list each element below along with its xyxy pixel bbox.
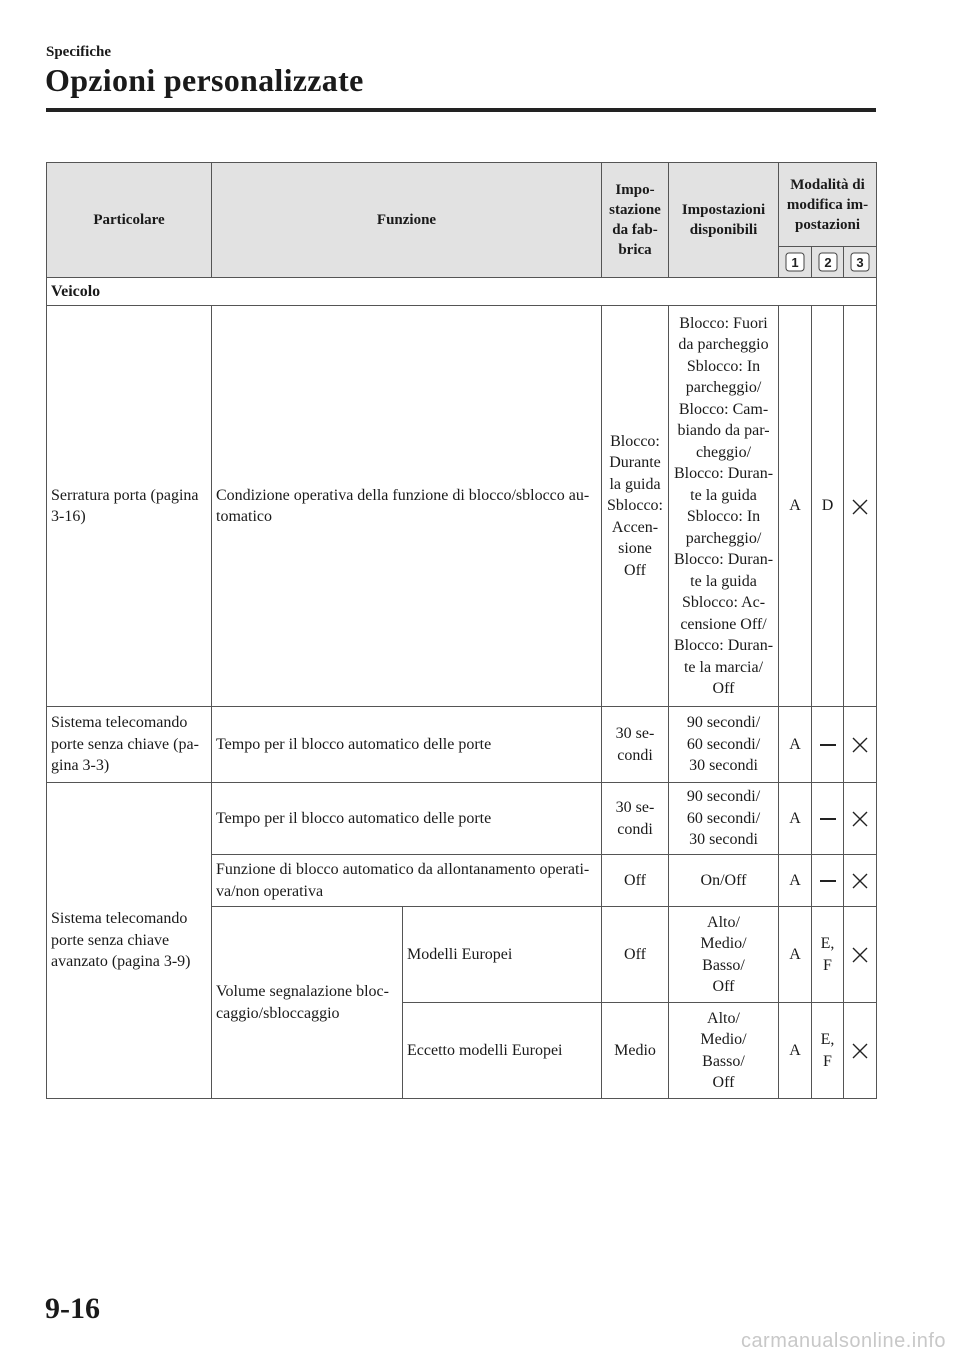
cell-fabbrica: Off <box>602 855 669 907</box>
cell-mode-1: A <box>779 306 812 707</box>
cell-disponibili: Alto/ Medio/ Basso/ Off <box>669 907 779 1003</box>
header-impostazioni-disponibili: Impostazioni disponibili <box>669 163 779 278</box>
cell-disponibili: Alto/ Medio/ Basso/ Off <box>669 1003 779 1099</box>
cross-icon <box>850 945 870 965</box>
header-mode-1 <box>779 247 812 278</box>
cell-mode-3 <box>844 907 877 1003</box>
cell-fabbrica: Off <box>602 907 669 1003</box>
table-row <box>47 306 877 707</box>
cross-icon <box>850 871 870 891</box>
dash-icon <box>820 880 836 882</box>
cell-particolare: Sistema telecomando porte senza chiave (pa- gina 3-3) <box>47 707 212 783</box>
cell-mode-2 <box>812 707 844 783</box>
cell-funzione: Tempo per il blocco automatico delle porte <box>212 707 602 783</box>
cell-mode-2 <box>812 783 844 855</box>
section-veicolo: Veicolo <box>47 278 877 306</box>
cell-funzione: Volume segnalazione bloc- caggio/sbloccaggio <box>212 907 403 1099</box>
cell-mode-1: A <box>779 707 812 783</box>
cell-mode-3 <box>844 707 877 783</box>
cell-mode-3 <box>844 855 877 907</box>
cell-mode-2: D <box>812 306 844 707</box>
dash-icon <box>820 818 836 820</box>
header-impostazione-fabbrica: Impo- stazione da fab- brica <box>602 163 669 278</box>
svg-text:2: 2 <box>823 255 832 270</box>
number-1-icon <box>784 251 806 273</box>
header-modalita: Modalità di modifica im- postazioni <box>779 163 877 247</box>
cell-disponibili: Blocco: Fuori da parcheggio Sblocco: In parcheggio/ Blocco: Cam- biando da par- cheggio/ Blocco: Duran- te la guida Sblocco: In parcheggio/ Blocco: Duran- te la guida Sblocco: Ac- censione Off/ Blocco: Duran- te la marcia/ Off <box>669 306 779 707</box>
section-label: Specifiche <box>46 44 111 60</box>
cross-icon <box>850 1041 870 1061</box>
cell-disponibili: 90 secondi/ 60 secondi/ 30 secondi <box>669 707 779 783</box>
cell-mode-2 <box>812 855 844 907</box>
cross-icon <box>850 735 870 755</box>
cell-fabbrica: 30 se- condi <box>602 783 669 855</box>
cell-funzione: Tempo per il blocco automatico delle porte <box>212 783 602 855</box>
title-divider <box>46 108 876 112</box>
cell-sub-funzione: Eccetto modelli Europei <box>403 1003 602 1099</box>
page-title: Opzioni personalizzate <box>45 62 364 98</box>
header-funzione: Funzione <box>212 163 602 278</box>
number-3-icon <box>849 251 871 273</box>
cell-fabbrica: Blocco: Durante la guida Sblocco: Accen- sione Off <box>602 306 669 707</box>
cell-mode-3 <box>844 783 877 855</box>
cell-particolare: Sistema telecomando porte senza chiave avanzato (pagina 3-9) <box>47 783 212 1099</box>
cell-fabbrica: 30 se- condi <box>602 707 669 783</box>
cell-funzione: Funzione di blocco automatico da allontanamento operati- va/non operativa <box>212 855 602 907</box>
watermark: carmanualsonline.info <box>740 1330 946 1352</box>
cell-disponibili: On/Off <box>669 855 779 907</box>
cell-mode-1: A <box>779 1003 812 1099</box>
cell-mode-2: E, F <box>812 1003 844 1099</box>
table-row <box>47 707 877 783</box>
cell-mode-1: A <box>779 907 812 1003</box>
dash-icon <box>820 744 836 746</box>
cell-funzione: Condizione operativa della funzione di blocco/sblocco au- tomatico <box>212 306 602 707</box>
page-number: 9-16 <box>45 1292 100 1325</box>
number-2-icon <box>817 251 839 273</box>
cell-mode-1: A <box>779 855 812 907</box>
table-row <box>47 783 877 855</box>
svg-text:3: 3 <box>856 255 864 270</box>
cell-fabbrica: Medio <box>602 1003 669 1099</box>
svg-text:1: 1 <box>791 255 799 270</box>
header-mode-3 <box>844 247 877 278</box>
customization-table <box>46 162 877 1099</box>
header-mode-2 <box>812 247 844 278</box>
cell-mode-2: E, F <box>812 907 844 1003</box>
cell-mode-3 <box>844 306 877 707</box>
cross-icon <box>850 809 870 829</box>
cell-particolare: Serratura porta (pagina 3-16) <box>47 306 212 707</box>
cell-sub-funzione: Modelli Europei <box>403 907 602 1003</box>
cell-disponibili: 90 secondi/ 60 secondi/ 30 secondi <box>669 783 779 855</box>
cross-icon <box>850 497 870 517</box>
header-particolare: Particolare <box>47 163 212 278</box>
cell-mode-1: A <box>779 783 812 855</box>
cell-mode-3 <box>844 1003 877 1099</box>
